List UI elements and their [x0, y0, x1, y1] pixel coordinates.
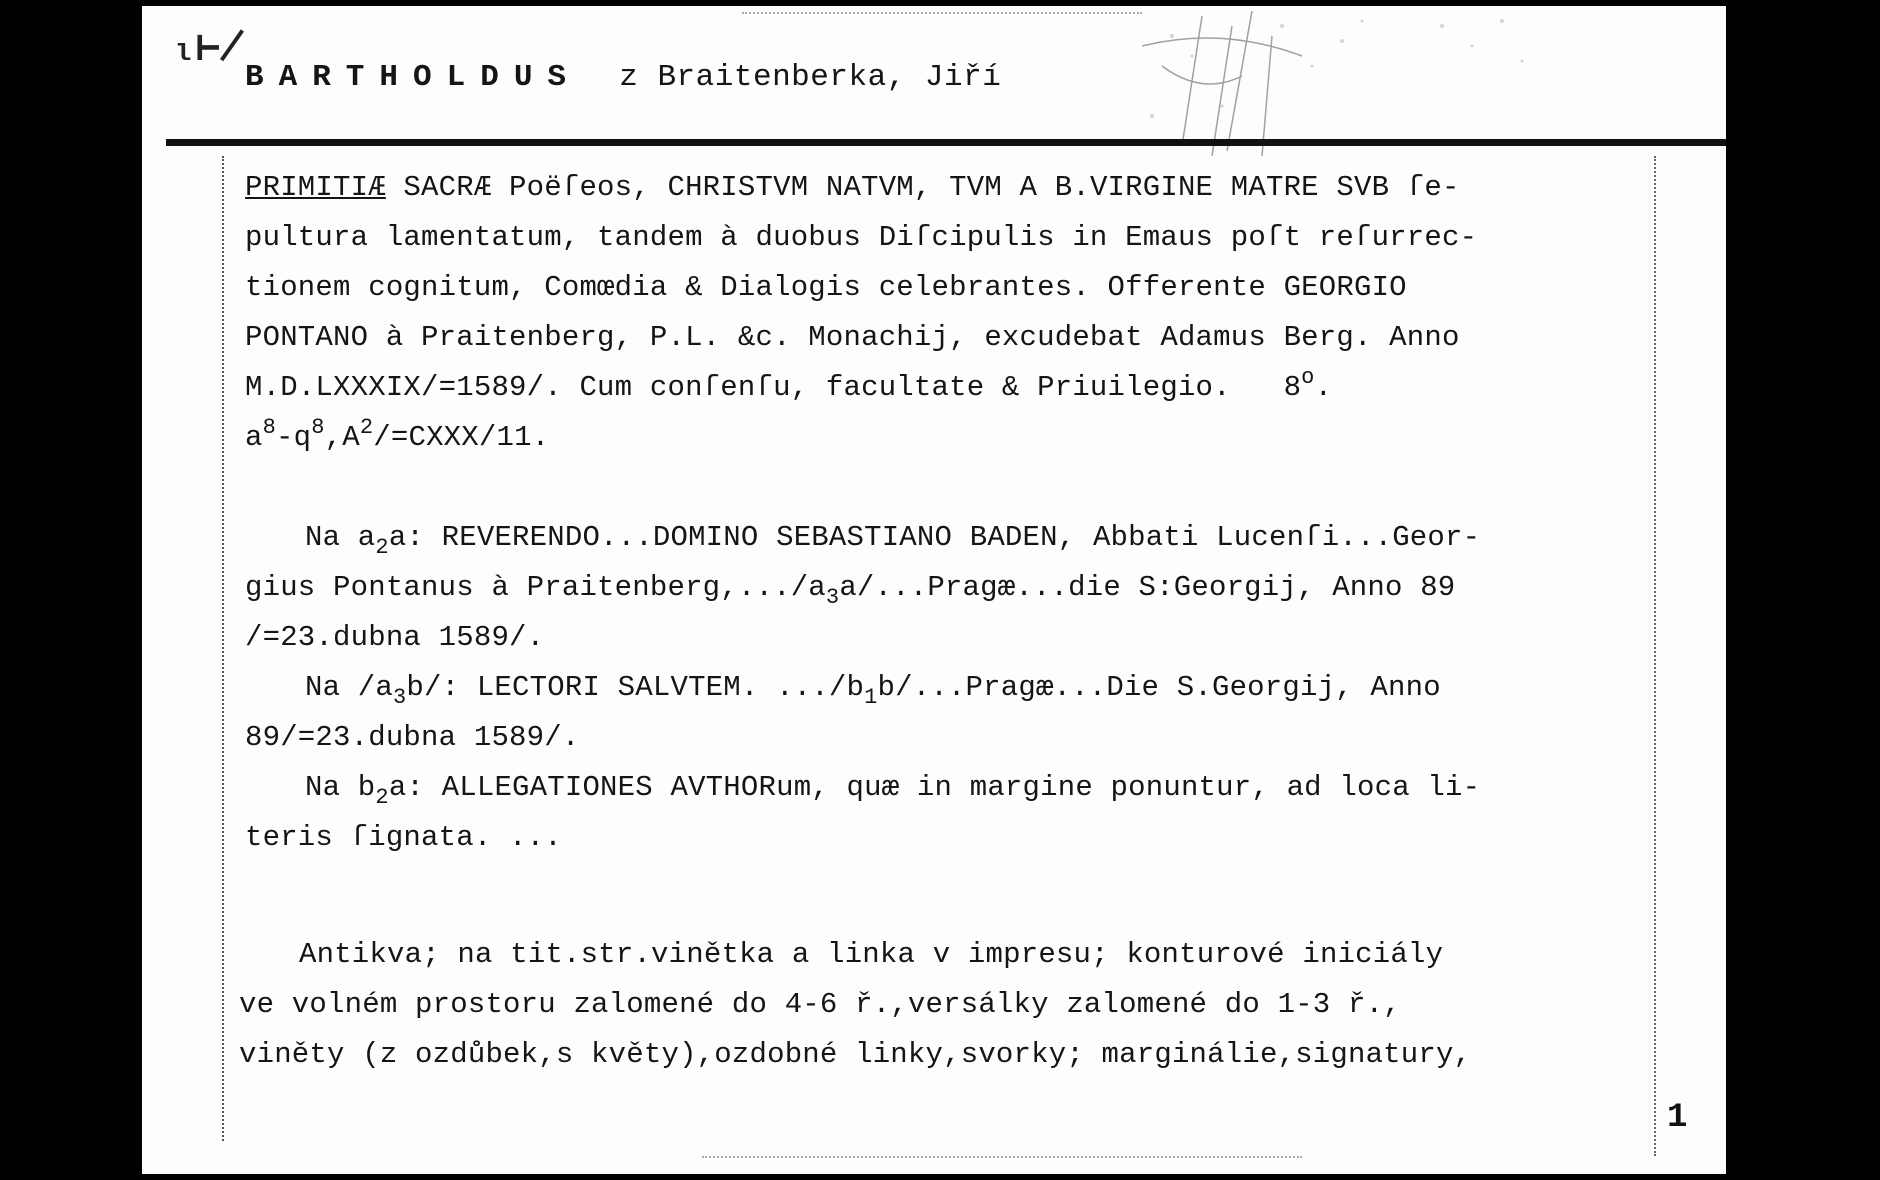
note-3-line-1: Na $b_2a$: ALLEGATIONES AVTHORum, quæ in margine ponuntur, ad loca li-: [305, 771, 1481, 810]
author-surname: BARTHOLDUS: [245, 60, 582, 95]
title-line-1: PRIMITIÆ SACRÆ Poëſeos, CHRISTVM NATVM, TVM A B.VIRGINE MATRE SVB ſe-: [245, 171, 1460, 204]
heading-rule: [166, 139, 1726, 146]
left-margin-line: [222, 156, 224, 1141]
title-line-5: M.D.LXXXIX/=1589/. Cum conſenſu, facultate & Priuilegio. 8$^o$.: [245, 365, 1333, 404]
title-line-2: pultura lamentatum, tandem à duobus Diſcipulis in Emaus poſt reſurrec-: [245, 221, 1478, 254]
description-line-2: ve volném prostoru zalomené do 4-6 ř.,versálky zalomené do 1-3 ř.,: [239, 988, 1401, 1021]
note-1-line-1: Na $a_2a$: REVERENDO...DOMINO SEBASTIANO BADEN, Abbati Lucenſi...Geor-: [305, 521, 1481, 560]
scan-speckle-bottom: [702, 1156, 1302, 1164]
title-line-4: PONTANO à Praitenberg, P.L. &c. Monachij, excudebat Adamus Berg. Anno: [245, 321, 1460, 354]
scan-speckle-top: [742, 12, 1142, 20]
note-3-line-2: teris ſignata. ...: [245, 821, 562, 854]
note-1-line-2: gius Pontanus à $Praitenberg,.../a_3a/...Pragæ...die$ S:Georgij, Anno 89: [245, 571, 1456, 610]
description-line-1: Antikva; na tit.str.vinětka a linka v impresu; konturové iniciály: [299, 938, 1444, 971]
right-margin-line: [1654, 156, 1656, 1156]
note-1-line-3: /=23.dubna 1589/.: [245, 621, 545, 654]
author-rest: z Braitenberka, Jiří: [619, 60, 1002, 95]
note-2-line-1: Na $/a_3b/$: LECTORI SALVTEM. $.../b_1b/...Pragæ...Die$ S.Georgij, Anno: [305, 671, 1441, 710]
description-line-3: viněty (z ozdůbek,s květy),ozdobné linky,svorky; marginálie,signatury,: [239, 1038, 1472, 1071]
handwritten-mark: ₗ⊬: [172, 28, 245, 73]
note-2-line-2: 89/=23.dubna 1589/.: [245, 721, 580, 754]
card-heading: [245, 60, 1001, 95]
title-line-3: tionem cognitum, Comœdia & Dialogis celebrantes. Offerente GEORGIO: [245, 271, 1407, 304]
catalog-card: [142, 6, 1726, 1174]
title-keyword: PRIMITIÆ: [245, 171, 386, 204]
collation-line: $a^8-q^8,A^2/=CXXX/11$.: [245, 415, 550, 454]
page-number: 1: [1667, 1099, 1688, 1137]
